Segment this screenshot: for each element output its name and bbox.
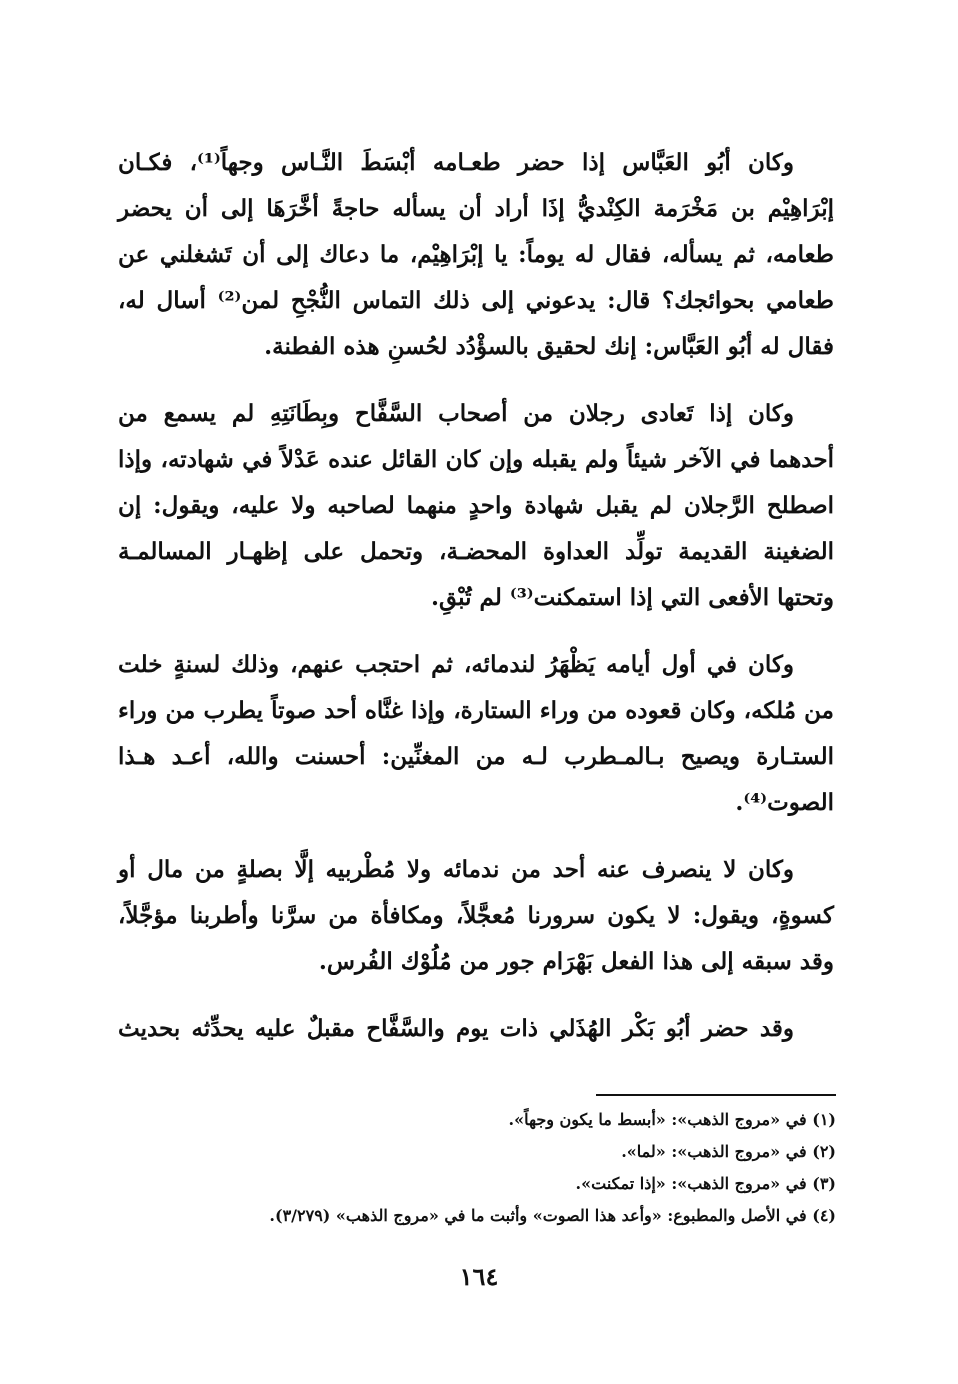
text-line: وقد سبقه إلى هذا الفعل بَهْرَام جور من مُلُوْك الفُرس. <box>318 948 834 975</box>
text-line: طعامه، ثم يسأله، فقال له يوماً: يا إبْرَاهِيْم، ما دعاك إلى أن تَشغلني عن <box>118 241 834 268</box>
text-line: الصوت⁽⁴⁾. <box>735 789 834 816</box>
footnote-3: (٣) في «مروج الذهب»: «إذا تمكنت». <box>575 1174 836 1193</box>
text-line: فقال له أبُو العَبَّاس: إنك لحقيق بالسؤْدُد لحُسنِ هذه الفطنة. <box>264 333 834 360</box>
text-line: الضغينة القديمة تولِّد العداوة المحضـة، وتحمل على إظهـار المسالمـة <box>118 538 834 565</box>
text-line: وقد حضر أبُو بَكْر الهُذَلي ذات يوم والسَّفَّاح مقبلٌ عليه يحدِّثه بحديث <box>118 1015 794 1042</box>
footnote-4: (٤) في الأصل والمطبوع: «وأعد هذا الصوت» وأثبت ما في «مروج الذهب» (٣/٢٧٩). <box>269 1206 836 1225</box>
text-line: وتحتها الأفعى التي إذا استمكنت⁽³⁾ لم تُبْقِ. <box>430 584 834 611</box>
text-line: وكان لا ينصرف عنه أحد من ندمائه ولا مُطْربيه إلَّا بصلةٍ من مال أو <box>118 856 794 883</box>
footnote-divider <box>596 1094 836 1096</box>
footnote-1: (١) في «مروج الذهب»: «أبسط ما يكون وجهاً». <box>508 1110 836 1129</box>
text-line: أحدهما في الآخر شيئاً ولم يقبله وإن كان القائل عنده عَدْلاً في شهادته، وإذا <box>118 446 834 473</box>
text-line: اصطلح الرَّجلان لم يقبل شهادة واحدٍ منهما لصاحبه ولا عليه، ويقول: إن <box>118 492 834 519</box>
paragraph-3 <box>118 642 834 826</box>
footnote-2: (٢) في «مروج الذهب»: «لما». <box>621 1142 836 1161</box>
text-line: كسوةٍ، ويقول: لا يكون سرورنا مُعجَّلاً، ومكافأة من سرَّنا وأطربنا مؤجَّلاً، <box>118 902 834 929</box>
paragraph-1 <box>118 140 834 370</box>
page-number: ١٦٤ <box>459 1262 499 1291</box>
text-line: طعامي بحوائجك؟ قال: يدعوني إلى ذلك التماس النُّجْحِ لمن⁽²⁾ أسال له، <box>118 287 834 314</box>
text-line: وكان في أول أيامه يَظْهَرُ لندمائه، ثم احتجب عنهم، وذلك لسنةٍ خلت <box>118 651 795 678</box>
body-text <box>118 140 834 1073</box>
paragraph-5 <box>118 1006 834 1052</box>
text-line: الستـارة ويصيح بـالمـطرب لـه من المغنِّين: أحسنت والله، أعـد هـذا <box>118 743 834 770</box>
footnotes <box>160 1104 836 1232</box>
text-line: إبْرَاهِيْم بن مَخْرَمة الكِنْديُّ إذَا أراد أن يسأله حاجةً أخَّرَهَا إلى أن يحضر <box>118 195 834 222</box>
text-line: وكان إذا تَعادى رجلان من أصحاب السَّفَّاح وبِطَانَتِهِ لم يسمع من <box>118 400 794 427</box>
text-line: وكان أبُو العَبَّاس إذا حضر طعـامه أبْسَطَ النَّـاس وجهاً⁽¹⁾، فكـان <box>118 149 794 176</box>
paragraph-2 <box>118 391 834 621</box>
paragraph-4 <box>118 847 834 985</box>
text-line: من مُلكه، وكان قعوده من وراء الستارة، وإذا غنَّاه أحد صوتاً يطرب من وراء <box>118 697 834 724</box>
